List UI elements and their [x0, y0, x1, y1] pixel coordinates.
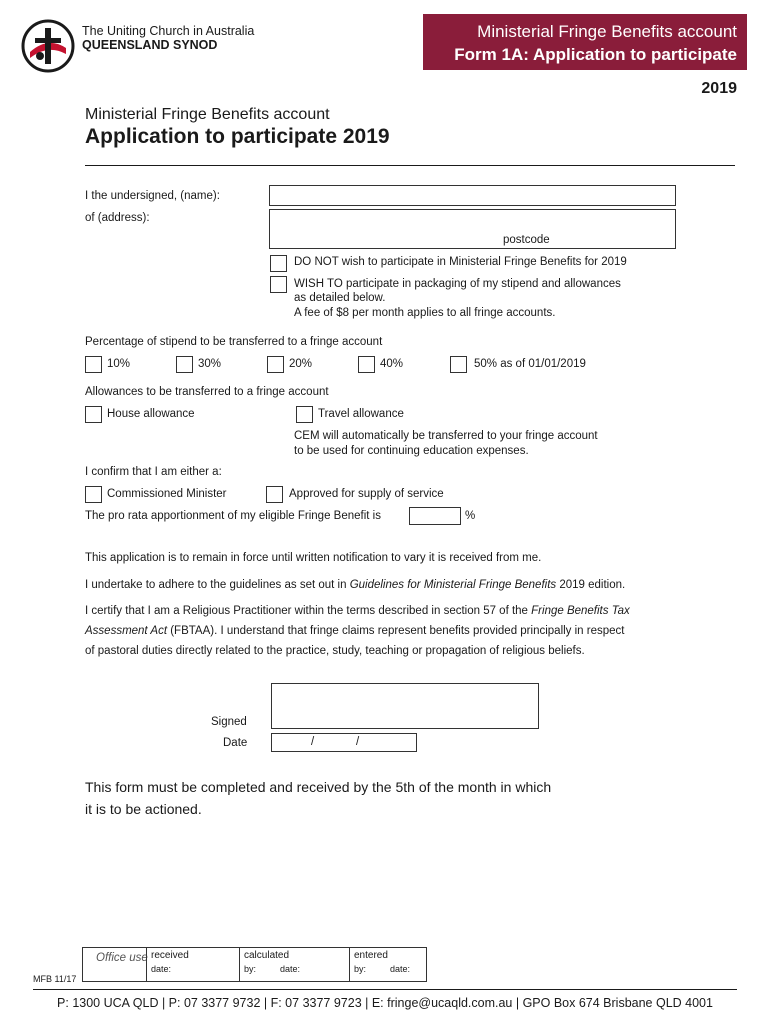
pct-10-checkbox[interactable]	[85, 356, 102, 373]
commissioned-label: Commissioned Minister	[107, 488, 227, 500]
declaration-3-line2: Assessment Act (FBTAA). I understand that fringe claims represent benefits provided principally in respect	[85, 625, 625, 637]
signature-field[interactable]	[271, 683, 539, 729]
received-label: received	[151, 950, 189, 961]
entered-cell	[349, 948, 428, 981]
synod-name: QUEENSLAND SYNOD	[82, 38, 218, 52]
pct-10-label: 10%	[107, 358, 131, 370]
pct-30-checkbox[interactable]	[176, 356, 193, 373]
pct-20-checkbox[interactable]	[267, 356, 284, 373]
pct-30-label: 30%	[198, 358, 222, 370]
pct-40-label: 40%	[380, 358, 404, 370]
prorata-unit: %	[465, 510, 476, 522]
commissioned-checkbox[interactable]	[85, 486, 102, 503]
pct-20-label: 20%	[289, 358, 313, 370]
declaration-3-line1: I certify that I am a Religious Practitioner within the terms described in section 57 of the Fringe Benefits Tax	[85, 605, 630, 617]
travel-allowance-label: Travel allowance	[318, 408, 404, 420]
entered-label: entered	[354, 950, 388, 961]
house-allowance-label: House allowance	[107, 408, 195, 420]
pct-label: Percentage of stipend to be transferred to a fringe account	[85, 336, 383, 348]
date-sep-1: /	[311, 736, 315, 748]
prorata-field[interactable]	[409, 507, 461, 525]
date-sep-2: /	[356, 736, 360, 748]
name-field[interactable]	[269, 185, 676, 206]
pct-50-checkbox[interactable]	[450, 356, 467, 373]
deadline-notice-1: This form must be completed and received by the 5th of the month in which	[85, 779, 552, 795]
form-year: 2019	[701, 80, 737, 97]
cem-note-2: to be used for continuing education expenses.	[294, 445, 529, 457]
date-label: Date	[223, 737, 248, 749]
opt-yes-line2: as detailed below.	[294, 292, 386, 304]
allow-label: Allowances to be transferred to a fringe account	[85, 386, 329, 398]
approved-checkbox[interactable]	[266, 486, 283, 503]
declaration-1: This application is to remain in force until written notification to vary it is received from me.	[85, 552, 542, 564]
contact-line: P: 1300 UCA QLD | P: 07 3377 9732 | F: 07 3377 9723 | E: fringe@ucaqld.com.au | GPO Box 674 Brisbane QLD 4001	[57, 996, 713, 1010]
declaration-2: I undertake to adhere to the guidelines as set out in Guidelines for Ministerial Fringe Benefits 2019 edition.	[85, 579, 626, 591]
opt-no-label: DO NOT wish to participate in Ministerial Fringe Benefits for 2019	[294, 256, 627, 268]
house-allowance-checkbox[interactable]	[85, 406, 102, 423]
deadline-notice-2: it is to be actioned.	[85, 801, 202, 817]
form-title: Application to participate 2019	[85, 125, 390, 148]
opt-no-checkbox[interactable]	[270, 255, 287, 272]
calculated-date: date:	[280, 964, 301, 974]
form-code: MFB 11/17	[33, 974, 77, 984]
pct-50-label: 50% as of 01/01/2019	[474, 358, 586, 370]
date-field[interactable]	[271, 733, 417, 752]
declaration-3-line3: of pastoral duties directly related to the practice, study, teaching or propagation of religious beliefs.	[85, 645, 585, 657]
calculated-by: by:	[244, 964, 257, 974]
received-date: date:	[151, 964, 172, 974]
calculated-cell	[239, 948, 350, 981]
form-subtitle: Ministerial Fringe Benefits account	[85, 106, 330, 123]
entered-by: by:	[354, 964, 367, 974]
entered-date: date:	[390, 964, 411, 974]
fee-note: A fee of $8 per month applies to all fringe accounts.	[294, 307, 556, 319]
opt-yes-label: WISH TO participate in packaging of my stipend and allowances	[294, 278, 621, 290]
org-name: The Uniting Church in Australia	[82, 24, 255, 38]
received-cell	[146, 948, 239, 981]
address-field[interactable]	[269, 209, 676, 249]
pct-40-checkbox[interactable]	[358, 356, 375, 373]
travel-allowance-checkbox[interactable]	[296, 406, 313, 423]
approved-label: Approved for supply of service	[289, 488, 444, 500]
banner-subtitle: Form 1A: Application to participate	[454, 45, 737, 64]
confirm-label: I confirm that I am either a:	[85, 466, 222, 478]
office-use-table	[82, 947, 427, 982]
address-label: of (address):	[85, 212, 150, 224]
footer-rule	[33, 989, 737, 990]
cem-note-1: CEM will automatically be transferred to your fringe account	[294, 430, 598, 442]
title-divider	[85, 165, 735, 166]
church-logo	[20, 18, 76, 74]
name-label: I the undersigned, (name):	[85, 190, 220, 202]
opt-yes-checkbox[interactable]	[270, 276, 287, 293]
office-use-label: Office use	[96, 952, 148, 964]
postcode-label: postcode	[503, 234, 550, 246]
prorata-label: The pro rata apportionment of my eligible Fringe Benefit is	[85, 510, 381, 522]
banner-title: Ministerial Fringe Benefits account	[477, 22, 737, 41]
signed-label: Signed	[211, 716, 247, 728]
header-banner	[423, 14, 747, 70]
calculated-label: calculated	[244, 950, 290, 961]
